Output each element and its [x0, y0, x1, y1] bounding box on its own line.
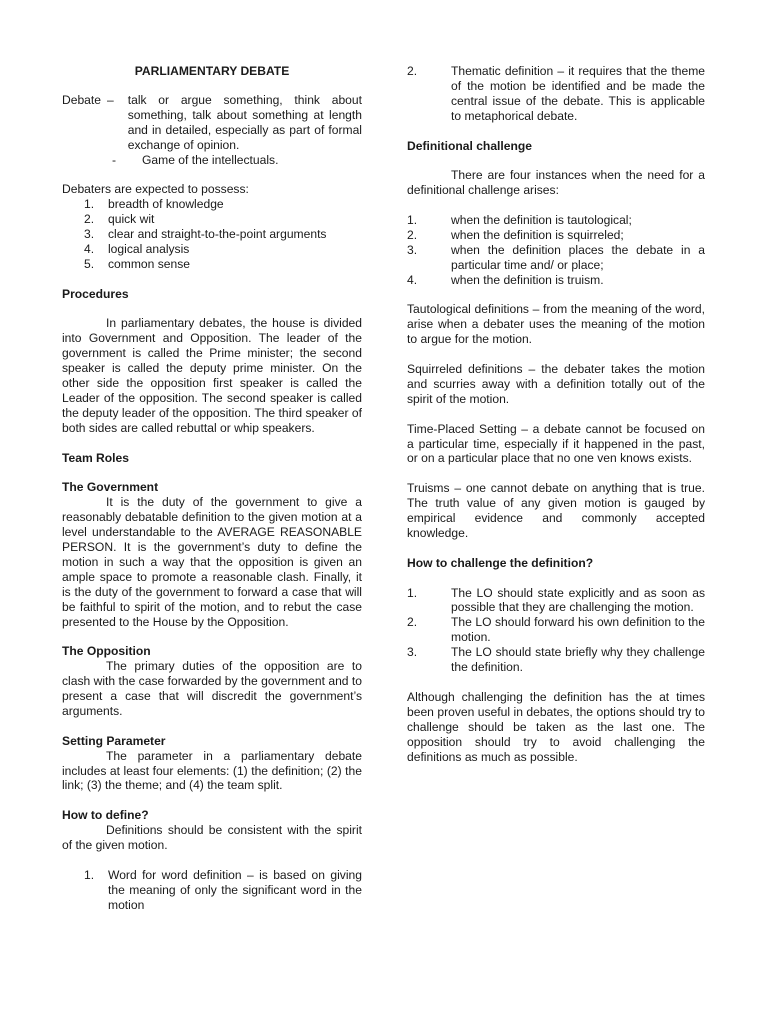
list-item-number: 5. [84, 256, 95, 271]
right-column [407, 64, 705, 764]
list-item-text: when the definition is squirreled; [451, 227, 624, 242]
tautological-paragraph: Tautological definitions – from the meaning of the word, arise when a debater uses the meaning of the motion to argue for the motion. [407, 302, 705, 347]
procedures-paragraph: In parliamentary debates, the house is divided into Government and Opposition. The leader of the government is called the Prime minister; the second speaker is called the deputy prime minister. On the other side the opposition first speaker is called the Leader of the opposition. The second speaker is called the deputy leader of the opposition. The third speaker of both sides are called rebuttal or whip speakers. [62, 316, 362, 435]
procedures-heading: Procedures [62, 286, 129, 301]
list-item-text: quick wit [108, 212, 155, 227]
list-item [407, 243, 705, 273]
list-item [62, 227, 362, 242]
sub-dash-marker: - [112, 152, 117, 167]
list-item-number: 4. [407, 272, 418, 287]
list-item [62, 868, 362, 913]
definitional-challenge-heading: Definitional challenge [407, 138, 532, 153]
debate-sub-text: Game of the intellectuals. [142, 152, 279, 167]
list-item-text: when the definition is truism. [451, 272, 604, 287]
list-item-number: 1. [84, 197, 95, 212]
list-item [407, 64, 705, 124]
list-item-text: The LO should state briefly why they challenge the definition. [451, 645, 705, 675]
debaters-list [62, 197, 362, 272]
list-item-text: The LO should forward his own definition to the motion. [451, 615, 705, 645]
list-item [407, 645, 705, 675]
how-to-define-heading: How to define? [62, 808, 149, 823]
opposition-paragraph: The primary duties of the opposition are to clash with the case forwarded by the government and to present a case that will discredit the government’s arguments. [62, 659, 362, 718]
list-item-number: 2. [407, 227, 418, 242]
list-item-text: The LO should state explicitly and as soon as possible that they are challenging the motion. [451, 585, 705, 615]
document-title: PARLIAMENTARY DEBATE [134, 64, 290, 78]
list-item-number: 1. [407, 213, 418, 228]
list-item-text: Word for word definition – is based on giving the meaning of only the significant word in the motion [108, 867, 362, 912]
list-item [62, 242, 362, 257]
team-roles-heading: Team Roles [62, 450, 129, 465]
list-item [62, 197, 362, 212]
list-item [62, 257, 362, 272]
debate-term: Debate [62, 92, 101, 107]
list-item-number: 2. [84, 212, 95, 227]
list-item-number: 3. [84, 227, 95, 242]
list-item-number: 2. [407, 64, 418, 78]
how-to-challenge-heading: How to challenge the definition? [407, 555, 594, 570]
list-item-number: 4. [84, 241, 95, 256]
government-paragraph: It is the duty of the government to give a reasonably debatable definition to the given motion at a level understandable to the AVERAGE REASONABLE PERSON. It is the government’s duty to define the motion in such a way that the opposition is given an ample space to promote a reasonable clash. Finally, it is the duty of the government to forward a case that will be faithful to spirit of the motion, and to rebut the case presented to the House by the Opposition. [62, 495, 362, 629]
list-item [62, 212, 362, 227]
list-item-text: when the definition is tautological; [451, 213, 632, 228]
definitional-challenge-intro: There are four instances when the need for a definitional challenge arises: [407, 168, 705, 198]
list-item [407, 213, 705, 228]
debate-sub-item [62, 153, 362, 168]
closing-paragraph: Although challenging the definition has the at times been proven useful in debates, the options should try to challenge should be taken as the last one. The opposition should try to avoid challenging the definitions as much as possible. [407, 689, 705, 764]
left-column [62, 64, 362, 913]
setting-parameter-heading: Setting Parameter [62, 733, 166, 748]
debate-definition [62, 93, 362, 153]
list-item-text: breadth of knowledge [108, 197, 224, 212]
list-item-text: common sense [108, 256, 191, 271]
list-item-text: clear and straight-to-the-point arguments [108, 227, 327, 242]
list-item-text: logical analysis [108, 241, 190, 256]
squirreled-paragraph: Squirreled definitions – the debater takes the motion and scurries away with a definition totally out of the spirit of the motion. [407, 362, 705, 406]
list-item-number: 2. [407, 615, 418, 630]
list-item-number: 3. [407, 242, 418, 257]
list-item-number: 1. [84, 867, 95, 882]
list-item [407, 586, 705, 616]
time-placed-paragraph: Time-Placed Setting – a debate cannot be focused on a particular time, especially if it happened in the past, or on a particular place that no one ven knows exists. [407, 421, 705, 466]
list-item-number: 3. [407, 645, 418, 660]
list-item-number: 1. [407, 585, 418, 600]
setting-parameter-paragraph: The parameter in a parliamentary debate includes at least four elements: (1) the definition; (2) the link; (3) the theme; and (4) the team split. [62, 748, 362, 793]
list-item [407, 228, 705, 243]
truisms-paragraph: Truisms – one cannot debate on anything that is true. The truth value of any given motion is gauged by empirical evidence and commonly accepted knowledge. [407, 481, 705, 540]
government-heading: The Government [62, 480, 159, 495]
debaters-intro: Debaters are expected to possess: [62, 182, 249, 197]
how-to-define-paragraph: Definitions should be consistent with the spirit of the given motion. [62, 823, 362, 853]
debate-dash: – [107, 92, 114, 107]
challenge-list [407, 213, 705, 288]
opposition-heading: The Opposition [62, 644, 151, 659]
list-item [407, 615, 705, 645]
define-list [62, 868, 362, 913]
list-item-text: Thematic definition – it requires that the theme of the motion be identified and be made the central issue of the debate. This is applicable to metaphorical debate. [451, 64, 705, 123]
list-item [407, 273, 705, 288]
define-list-continued [407, 64, 705, 124]
how-to-challenge-list [407, 586, 705, 675]
list-item-text: when the definition places the debate in a particular time and/ or place; [451, 242, 705, 272]
debate-definition-text: talk or argue something, think about something, talk about something at length and in detailed, especially as part of formal exchange of opinion. [127, 92, 362, 152]
